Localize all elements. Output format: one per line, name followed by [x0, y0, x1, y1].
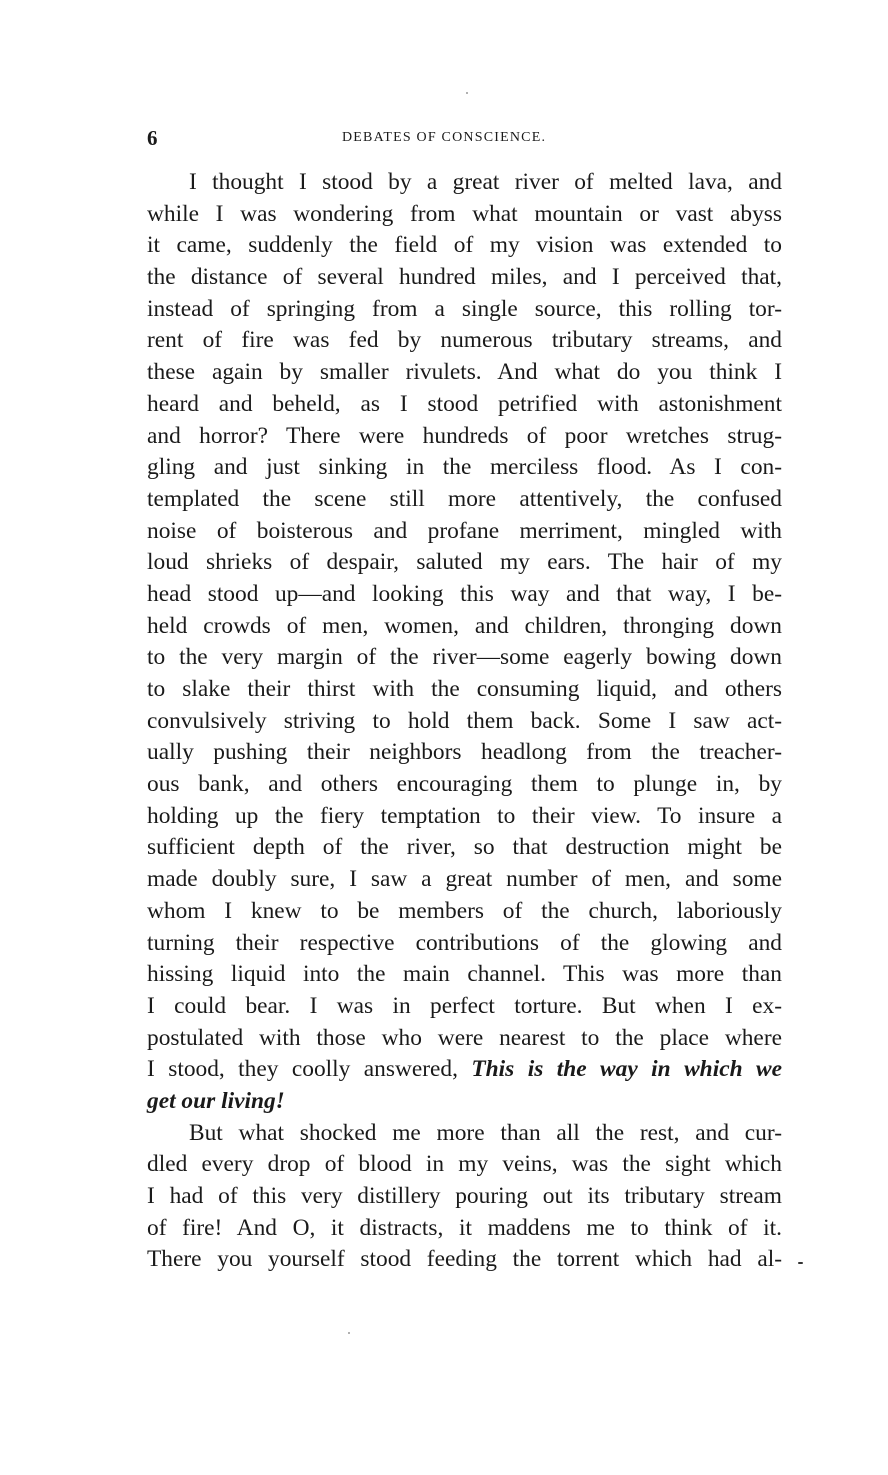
- text-line: noise of boisterous and profane merriment, mingled with: [147, 517, 782, 544]
- text-line: heard and beheld, as I stood petrified with astonishment: [147, 390, 782, 417]
- text-line: holding up the fiery temptation to their view. To insure a: [147, 802, 782, 829]
- text-line: ous bank, and others encouraging them to plunge in, by: [147, 771, 782, 798]
- text-line: while I was wondering from what mountain or vast abyss: [147, 200, 782, 227]
- text-line: held crowds of men, women, and children, thronging down: [147, 612, 782, 639]
- text-line: and horror? There were hundreds of poor wretches strug-: [147, 422, 782, 449]
- text-line: to slake their thirst with the consuming liquid, and others: [147, 676, 782, 702]
- text-line: these again by smaller rivulets. And what do you think I: [147, 359, 782, 386]
- text-line: I thought I stood by a great river of melted lava, and: [189, 169, 782, 195]
- paragraph-2: [147, 1118, 782, 1276]
- text-line: [147, 1054, 782, 1086]
- text-line: There you yourself stood feeding the torrent which had al-: [147, 1246, 782, 1273]
- text-line: turning their respective contributions of the glowing and: [147, 929, 782, 956]
- italic-quote: This is the way in which we: [471, 1056, 782, 1083]
- paragraph-1-ending: [147, 1054, 782, 1117]
- text-line: the distance of several hundred miles, and I perceived that,: [147, 264, 782, 291]
- paper-speck: [466, 92, 468, 94]
- text-line: whom I knew to be members of the church, laboriously: [147, 897, 782, 924]
- text-line: head stood up—and looking this way and that way, I be-: [147, 580, 782, 607]
- text-line: it came, suddenly the field of my vision was extended to: [147, 232, 782, 259]
- page-header: [147, 126, 782, 150]
- text-line: dled every drop of blood in my veins, was the sight which: [147, 1151, 782, 1178]
- page-number: 6: [147, 126, 158, 150]
- paragraph-1: [147, 167, 782, 1054]
- italic-quote: get our living!: [147, 1087, 285, 1114]
- text-line: convulsively striving to hold them back. Some I saw act-: [147, 707, 782, 734]
- text-line: sufficient depth of the river, so that destruction might be: [147, 834, 782, 861]
- text-line: I had of this very distillery pouring out its tributary stream: [147, 1183, 782, 1209]
- text-line: But what shocked me more than all the rest, and cur-: [189, 1119, 782, 1146]
- text-line: loud shrieks of despair, saluted my ears. The hair of my: [147, 549, 782, 576]
- paper-speck: [348, 1332, 350, 1334]
- running-head: DEBATES OF CONSCIENCE.: [342, 130, 547, 145]
- text-line: ually pushing their neighbors headlong from the treacher-: [147, 739, 782, 766]
- text-line: to the very margin of the river—some eagerly bowing down: [147, 644, 782, 671]
- text-line: hissing liquid into the main channel. This was more than: [147, 961, 782, 988]
- text-line: made doubly sure, I saw a great number of men, and some: [147, 866, 782, 893]
- body-text: [147, 167, 782, 1276]
- text-line: postulated with those who were nearest to the place where: [147, 1024, 782, 1051]
- text-line: instead of springing from a single source, this rolling tor-: [147, 295, 782, 322]
- text-span: I stood, they coolly answered,: [147, 1056, 472, 1083]
- text-line: gling and just sinking in the merciless flood. As I con-: [147, 454, 782, 481]
- text-line: of fire! And O, it distracts, it maddens me to think of it.: [147, 1214, 782, 1241]
- text-line: rent of fire was fed by numerous tributary streams, and: [147, 327, 782, 354]
- text-line: [147, 1086, 782, 1118]
- text-line: templated the scene still more attentively, the confused: [147, 485, 782, 512]
- text-line: I could bear. I was in perfect torture. But when I ex-: [147, 992, 782, 1019]
- paper-mark: [798, 1262, 803, 1264]
